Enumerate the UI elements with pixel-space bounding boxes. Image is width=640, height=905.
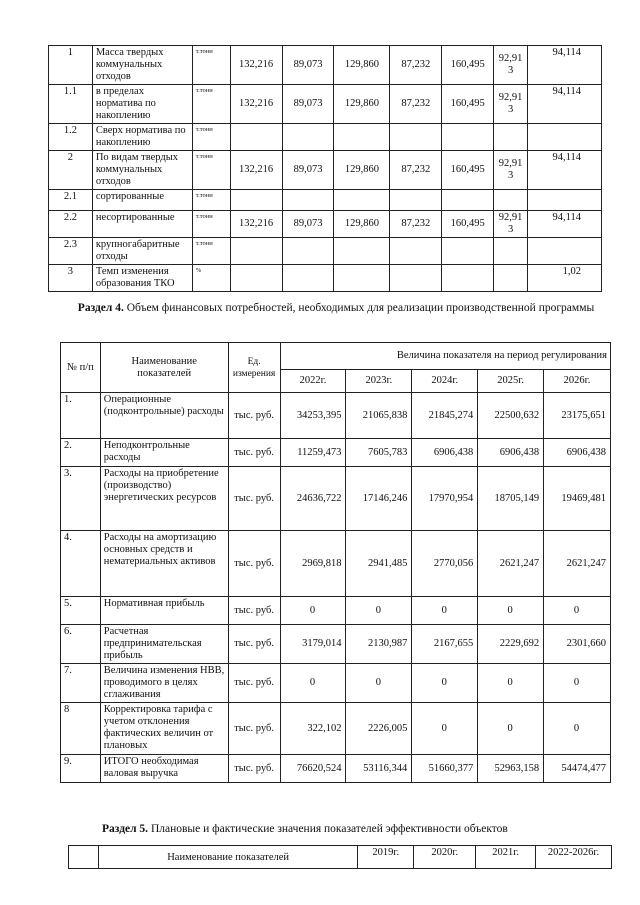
waste-table-row	[49, 190, 602, 211]
row-value: 17970,954	[412, 467, 478, 531]
efficiency-blank-cell	[69, 846, 99, 869]
row-unit: т.тонн	[192, 211, 230, 238]
row-name: в пределах норматива по накоплению	[92, 85, 192, 124]
row-value: 11259,473	[280, 439, 346, 467]
row-value: 0	[478, 597, 544, 625]
row-value	[390, 124, 442, 151]
row-name: Нормативная прибыль	[100, 597, 228, 625]
header-year: 2026г.	[544, 370, 611, 393]
row-number: 1.	[61, 393, 101, 439]
row-value: 94,114	[528, 85, 602, 124]
row-value: 1,02	[528, 265, 602, 292]
waste-volume-table-body	[49, 46, 602, 292]
row-value	[494, 238, 528, 265]
row-value	[528, 238, 602, 265]
financial-needs-table-head	[61, 343, 611, 393]
row-value	[334, 190, 390, 211]
row-value	[442, 124, 494, 151]
row-value: 0	[544, 597, 611, 625]
row-value: 0	[544, 664, 611, 703]
row-unit: тыс. руб.	[228, 664, 280, 703]
row-value: 0	[346, 597, 412, 625]
row-value: 2941,485	[346, 531, 412, 597]
row-value	[528, 190, 602, 211]
row-value: 18705,149	[478, 467, 544, 531]
financial-table-row	[61, 531, 611, 597]
row-number: 2.1	[49, 190, 93, 211]
row-name: Масса твердых коммунальных отходов	[92, 46, 192, 85]
row-value: 34253,395	[280, 393, 346, 439]
row-value: 54474,477	[544, 755, 611, 783]
row-value	[390, 265, 442, 292]
efficiency-header-year: 2020г.	[414, 846, 476, 869]
row-value	[442, 265, 494, 292]
row-value	[282, 265, 334, 292]
row-value	[334, 124, 390, 151]
row-value: 76620,524	[280, 755, 346, 783]
row-value	[230, 265, 282, 292]
row-value: 0	[544, 703, 611, 755]
row-value	[528, 124, 602, 151]
row-value: 87,232	[390, 85, 442, 124]
row-value: 160,495	[442, 46, 494, 85]
row-name: Сверх норматива по накоплению	[92, 124, 192, 151]
row-unit: т.тонн	[192, 124, 230, 151]
financial-table-row	[61, 393, 611, 439]
row-value: 2167,655	[412, 625, 478, 664]
header-number: № п/п	[61, 343, 101, 393]
row-value	[494, 190, 528, 211]
financial-needs-table-body	[61, 393, 611, 783]
row-name: Расходы на амортизацию основных средств и нематериальных активов	[100, 531, 228, 597]
row-value: 132,216	[230, 151, 282, 190]
row-value: 129,860	[334, 85, 390, 124]
row-value	[494, 124, 528, 151]
row-name: несортированные	[92, 211, 192, 238]
row-value: 2301,660	[544, 625, 611, 664]
row-value: 94,114	[528, 46, 602, 85]
row-unit: т.тонн	[192, 46, 230, 85]
row-value: 0	[478, 703, 544, 755]
row-value: 92,91 3	[494, 85, 528, 124]
row-value: 94,114	[528, 211, 602, 238]
row-value: 132,216	[230, 46, 282, 85]
row-name: Темп изменения образования ТКО	[92, 265, 192, 292]
row-value: 129,860	[334, 211, 390, 238]
row-value: 92,91 3	[494, 151, 528, 190]
row-number: 5.	[61, 597, 101, 625]
header-unit: Ед. измерения	[228, 343, 280, 393]
row-value: 0	[412, 703, 478, 755]
section-4-title: Объем финансовых потребностей, необходимых для реализации производственной программы	[126, 302, 595, 314]
header-year: 2022г.	[280, 370, 346, 393]
row-value: 2229,692	[478, 625, 544, 664]
section-5-title: Плановые и фактические значения показателей эффективности объектов	[150, 823, 508, 835]
row-name: крупногабаритные отходы	[92, 238, 192, 265]
header-year: 2025г.	[478, 370, 544, 393]
row-number: 7.	[61, 664, 101, 703]
efficiency-header-year: 2021г.	[476, 846, 536, 869]
row-value: 2621,247	[544, 531, 611, 597]
section-5-label: Раздел 5.	[102, 823, 149, 835]
row-value: 7605,783	[346, 439, 412, 467]
row-unit: т.тонн	[192, 238, 230, 265]
row-number: 4.	[61, 531, 101, 597]
row-value: 0	[346, 664, 412, 703]
waste-table-row	[49, 85, 602, 124]
row-value: 89,073	[282, 151, 334, 190]
row-value: 132,216	[230, 85, 282, 124]
row-value: 2130,987	[346, 625, 412, 664]
row-value	[282, 190, 334, 211]
row-value	[282, 238, 334, 265]
efficiency-header-year: 2019г.	[358, 846, 414, 869]
row-name: сортированные	[92, 190, 192, 211]
row-value	[390, 238, 442, 265]
row-unit: т.тонн	[192, 190, 230, 211]
financial-table-row	[61, 625, 611, 664]
row-name: ИТОГО необходимая валовая выручка	[100, 755, 228, 783]
row-name: Корректировка тарифа с учетом отклонения фактических величин от плановых	[100, 703, 228, 755]
row-value: 87,232	[390, 211, 442, 238]
section-4-heading	[76, 301, 596, 315]
row-value	[494, 265, 528, 292]
row-value: 92,91 3	[494, 46, 528, 85]
row-value: 132,216	[230, 211, 282, 238]
row-value: 2621,247	[478, 531, 544, 597]
row-unit: тыс. руб.	[228, 755, 280, 783]
row-value	[230, 190, 282, 211]
row-value: 87,232	[390, 46, 442, 85]
header-indicator-name: Наименование показателей	[100, 343, 228, 393]
row-value: 6906,438	[544, 439, 611, 467]
row-value	[442, 238, 494, 265]
row-number: 8	[61, 703, 101, 755]
section-5-heading	[102, 823, 508, 835]
row-value: 0	[280, 664, 346, 703]
row-value: 3179,014	[280, 625, 346, 664]
header-period-value: Величина показателя на период регулирования	[280, 343, 610, 370]
efficiency-header-year: 2022-2026г.	[536, 846, 612, 869]
financial-needs-table	[60, 342, 611, 783]
section-4-label: Раздел 4.	[77, 302, 124, 314]
row-value: 89,073	[282, 85, 334, 124]
waste-table-row	[49, 265, 602, 292]
financial-table-row	[61, 664, 611, 703]
row-unit: тыс. руб.	[228, 597, 280, 625]
row-value: 0	[412, 597, 478, 625]
row-value: 19469,481	[544, 467, 611, 531]
financial-table-row	[61, 597, 611, 625]
waste-table-row	[49, 46, 602, 85]
row-value: 53116,344	[346, 755, 412, 783]
row-value: 21845,274	[412, 393, 478, 439]
waste-table-row	[49, 211, 602, 238]
row-value: 17146,246	[346, 467, 412, 531]
efficiency-table-header-row	[69, 846, 612, 869]
row-value: 6906,438	[478, 439, 544, 467]
row-unit: %	[192, 265, 230, 292]
row-value: 160,495	[442, 151, 494, 190]
financial-table-row	[61, 703, 611, 755]
row-value: 51660,377	[412, 755, 478, 783]
row-value: 92,91 3	[494, 211, 528, 238]
header-year: 2023г.	[346, 370, 412, 393]
row-number: 1.2	[49, 124, 93, 151]
row-value: 87,232	[390, 151, 442, 190]
row-number: 2	[49, 151, 93, 190]
row-name: Операционные (подконтрольные) расходы	[100, 393, 228, 439]
waste-table-row	[49, 238, 602, 265]
row-value: 160,495	[442, 211, 494, 238]
row-name: Расчетная предпринимательская прибыль	[100, 625, 228, 664]
row-value: 94,114	[528, 151, 602, 190]
financial-table-row	[61, 439, 611, 467]
row-number: 6.	[61, 625, 101, 664]
row-name: Неподконтрольные расходы	[100, 439, 228, 467]
row-unit: тыс. руб.	[228, 531, 280, 597]
row-number: 3	[49, 265, 93, 292]
row-value	[282, 124, 334, 151]
waste-table-row	[49, 124, 602, 151]
row-value	[390, 190, 442, 211]
row-unit: т.тонн	[192, 85, 230, 124]
row-value: 0	[280, 597, 346, 625]
row-number: 1	[49, 46, 93, 85]
financial-table-row	[61, 755, 611, 783]
row-value: 0	[478, 664, 544, 703]
row-value: 52963,158	[478, 755, 544, 783]
row-value: 89,073	[282, 46, 334, 85]
row-number: 3.	[61, 467, 101, 531]
row-value	[334, 238, 390, 265]
row-value: 2226,005	[346, 703, 412, 755]
efficiency-table	[68, 845, 612, 869]
row-value	[442, 190, 494, 211]
row-value: 2770,056	[412, 531, 478, 597]
row-number: 2.3	[49, 238, 93, 265]
row-value: 322,102	[280, 703, 346, 755]
row-value: 160,495	[442, 85, 494, 124]
waste-table-row	[49, 151, 602, 190]
row-value: 2969,818	[280, 531, 346, 597]
row-value: 0	[412, 664, 478, 703]
row-unit: т.тонн	[192, 151, 230, 190]
row-name: По видам твердых коммунальных отходов	[92, 151, 192, 190]
row-name: Расходы на приобретение (производство) энергетических ресурсов	[100, 467, 228, 531]
row-value	[230, 124, 282, 151]
row-value: 129,860	[334, 151, 390, 190]
row-value: 89,073	[282, 211, 334, 238]
row-unit: тыс. руб.	[228, 703, 280, 755]
row-number: 2.	[61, 439, 101, 467]
row-number: 1.1	[49, 85, 93, 124]
row-value: 24636,722	[280, 467, 346, 531]
efficiency-header-name: Наименование показателей	[98, 846, 357, 869]
row-value: 23175,651	[544, 393, 611, 439]
waste-volume-table	[48, 45, 602, 292]
row-unit: тыс. руб.	[228, 439, 280, 467]
financial-table-row	[61, 467, 611, 531]
row-value: 129,860	[334, 46, 390, 85]
row-value	[230, 238, 282, 265]
row-value: 22500,632	[478, 393, 544, 439]
row-value	[334, 265, 390, 292]
row-value: 6906,438	[412, 439, 478, 467]
row-name: Величина изменения НВВ, проводимого в целях сглаживания	[100, 664, 228, 703]
row-unit: тыс. руб.	[228, 625, 280, 664]
row-number: 2.2	[49, 211, 93, 238]
row-value: 21065,838	[346, 393, 412, 439]
row-unit: тыс. руб.	[228, 467, 280, 531]
row-unit: тыс. руб.	[228, 393, 280, 439]
row-number: 9.	[61, 755, 101, 783]
header-year: 2024г.	[412, 370, 478, 393]
